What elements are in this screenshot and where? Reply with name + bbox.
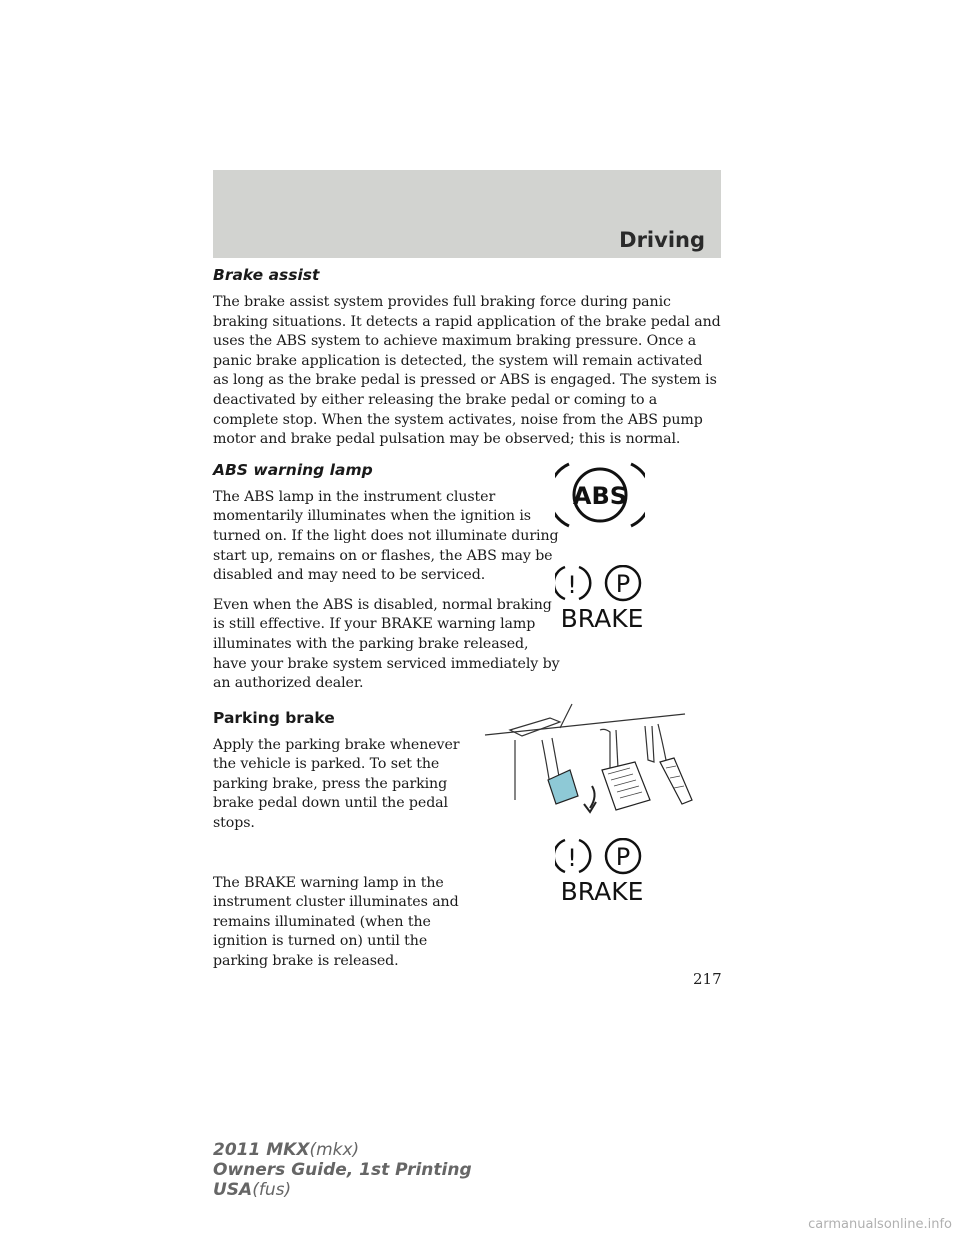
brake-warning-icon xyxy=(555,565,650,631)
p-glyph-2: P xyxy=(615,843,631,871)
footer-model: 2011 MKX xyxy=(213,1140,310,1160)
footer-printing: Owners Guide, 1st Printing xyxy=(213,1160,472,1180)
abs-lamp-paragraph-1: The ABS lamp in the instrument cluster momentarily illuminates when the ignition is turned on. If the light does not illuminate during start up, remains on or flashes, the ABS may be disabled and may need to be serviced. xyxy=(213,488,559,584)
abs-lamp-heading: ABS warning lamp xyxy=(213,460,373,479)
footer-model-code: (mkx) xyxy=(309,1140,360,1160)
parking-brake-heading: Parking brake xyxy=(213,708,335,727)
brake-warning-icon-2 xyxy=(555,838,650,904)
abs-symbol-text: ABS xyxy=(572,482,628,510)
parking-brake-paragraph-1: Apply the parking brake whenever the vehicle is parked. To set the parking brake, press the parking brake pedal down until the pedal stops. xyxy=(213,736,460,832)
p-glyph: P xyxy=(615,570,631,598)
page-number: 217 xyxy=(693,970,722,988)
brake-label-2: BRAKE xyxy=(560,877,644,904)
abs-lamp-paragraph-2: Even when the ABS is disabled, normal braking is still effective. If your BRAKE warning lamp illuminates with the parking brake released, have your brake system serviced immediately by an authorized dealer. xyxy=(213,596,560,692)
footer-market: USA xyxy=(213,1180,253,1200)
exclaim-glyph: ! xyxy=(567,571,577,599)
exclaim-glyph-2: ! xyxy=(567,844,577,872)
brake-assist-heading: Brake assist xyxy=(213,266,320,284)
print-footer xyxy=(213,1140,472,1200)
brake-label: BRAKE xyxy=(560,604,644,631)
footer-market-code: (fus) xyxy=(252,1180,292,1200)
abs-warning-icon xyxy=(555,460,645,530)
parking-brake-paragraph-2: The BRAKE warning lamp in the instrument cluster illuminates and remains illuminated (when the ignition is turned on) until the parking brake is released. xyxy=(213,874,459,970)
section-header-band xyxy=(213,170,721,258)
brake-assist-paragraph: The brake assist system provides full braking force during panic braking situations. It detects a rapid application of the brake pedal and uses the ABS system to achieve maximum braking pressure. Once a panic brake application is detected, the system will remain activated as long as the brake pedal is pressed or ABS is engaged. The system is deactivated by either releasing the brake pedal or coming to a complete stop. When the system activates, noise from the ABS pump motor and brake pedal pulsation may be observed; this is normal. xyxy=(213,294,721,448)
parking-brake-pedal-illustration xyxy=(480,700,710,820)
section-title: Driving xyxy=(619,228,705,252)
watermark: carmanualsonline.info xyxy=(808,1217,952,1232)
